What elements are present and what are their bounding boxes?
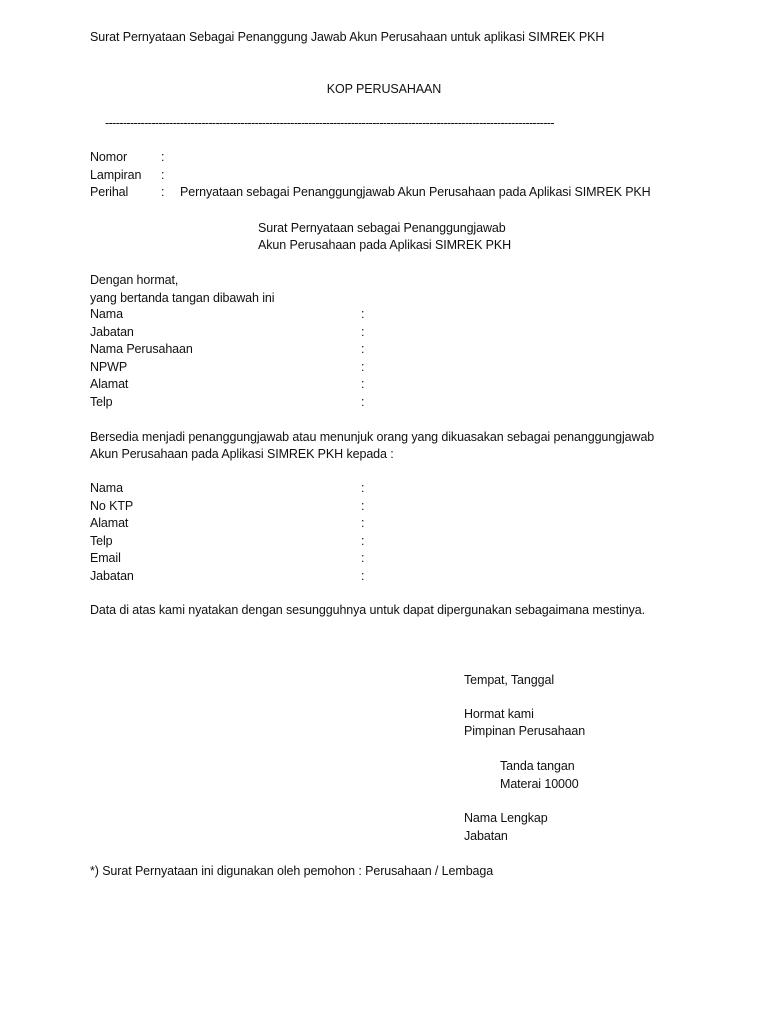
field-colon: : xyxy=(361,498,365,513)
stamp-sign-line2: Materai 10000 xyxy=(500,777,579,791)
statement-line-1: Bersedia menjadi penanggungjawab atau menunjuk orang yang dikuasakan sebagai penanggungjawab xyxy=(90,430,655,444)
intro-text: yang bertanda tangan dibawah ini xyxy=(90,291,275,305)
regards: Hormat kami xyxy=(464,707,534,721)
field-colon: : xyxy=(361,551,365,565)
field-colon: : xyxy=(361,359,365,374)
appointee-field-telp xyxy=(90,533,690,551)
signer-full-name: Nama Lengkap xyxy=(464,811,548,825)
separator-line: ------------------------------------------------------------------------------------------------------------------------------ xyxy=(105,116,554,130)
signer-field-nama xyxy=(90,306,690,324)
signer-title: Jabatan xyxy=(464,829,508,843)
signer-field-jabatan xyxy=(90,324,690,342)
field-label: Perihal xyxy=(90,185,129,199)
field-lampiran xyxy=(90,167,690,185)
greeting: Dengan hormat, xyxy=(90,273,179,287)
appointee-field-alamat xyxy=(90,515,690,533)
field-colon: : xyxy=(161,150,165,164)
company-letterhead: KOP PERUSAHAAN xyxy=(326,82,442,96)
field-label: Nama Perusahaan xyxy=(90,342,193,356)
field-colon: : xyxy=(361,377,365,391)
field-colon: : xyxy=(361,568,365,583)
field-label: Nomor xyxy=(90,150,128,164)
field-label: Lampiran xyxy=(90,167,142,182)
field-colon: : xyxy=(361,516,365,530)
appointee-field-no-ktp xyxy=(90,498,690,516)
letter-title-line1: Surat Pernyataan sebagai Penanggungjawab xyxy=(258,221,506,235)
place-date: Tempat, Tanggal xyxy=(464,673,554,687)
field-value: Pernyataan sebagai Penanggungjawab Akun Perusahaan pada Aplikasi SIMREK PKH xyxy=(180,185,651,199)
field-label: NPWP xyxy=(90,359,128,374)
field-label: Email xyxy=(90,551,121,565)
signer-position: Pimpinan Perusahaan xyxy=(464,724,586,738)
field-colon: : xyxy=(361,324,365,339)
document-title: Surat Pernyataan Sebagai Penanggung Jawab Akun Perusahaan untuk aplikasi SIMREK PKH xyxy=(90,30,605,44)
field-colon: : xyxy=(361,481,365,495)
stamp-sign-line1: Tanda tangan xyxy=(500,759,575,773)
field-colon: : xyxy=(361,307,365,321)
closing-statement: Data di atas kami nyatakan dengan sesungguhnya untuk dapat dipergunakan sebagaimana mestinya. xyxy=(90,603,645,617)
field-label: Alamat xyxy=(90,377,129,391)
field-label: No KTP xyxy=(90,498,134,513)
field-label: Jabatan xyxy=(90,324,134,339)
appointee-field-jabatan xyxy=(90,568,690,586)
field-label: Alamat xyxy=(90,516,129,530)
signer-field-telp xyxy=(90,394,690,412)
field-perihal xyxy=(90,184,690,202)
appointee-field-nama xyxy=(90,480,690,498)
signer-field-npwp xyxy=(90,359,690,377)
statement-line-2: Akun Perusahaan pada Aplikasi SIMREK PKH kepada : xyxy=(90,447,394,461)
letter-title-line2: Akun Perusahaan pada Aplikasi SIMREK PKH xyxy=(258,238,512,252)
field-colon: : xyxy=(361,533,365,548)
field-colon: : xyxy=(161,185,165,199)
signer-field-nama-perusahaan xyxy=(90,341,690,359)
signer-field-alamat xyxy=(90,376,690,394)
field-colon: : xyxy=(361,394,365,409)
field-label: Jabatan xyxy=(90,568,134,583)
field-label: Telp xyxy=(90,533,113,548)
field-nomor xyxy=(90,149,690,167)
field-colon: : xyxy=(361,342,365,356)
field-colon: : xyxy=(161,167,165,182)
appointee-field-email xyxy=(90,550,690,568)
field-label: Nama xyxy=(90,481,123,495)
field-label: Nama xyxy=(90,307,123,321)
footnote: *) Surat Pernyataan ini digunakan oleh pemohon : Perusahaan / Lembaga xyxy=(90,864,494,878)
field-label: Telp xyxy=(90,394,113,409)
